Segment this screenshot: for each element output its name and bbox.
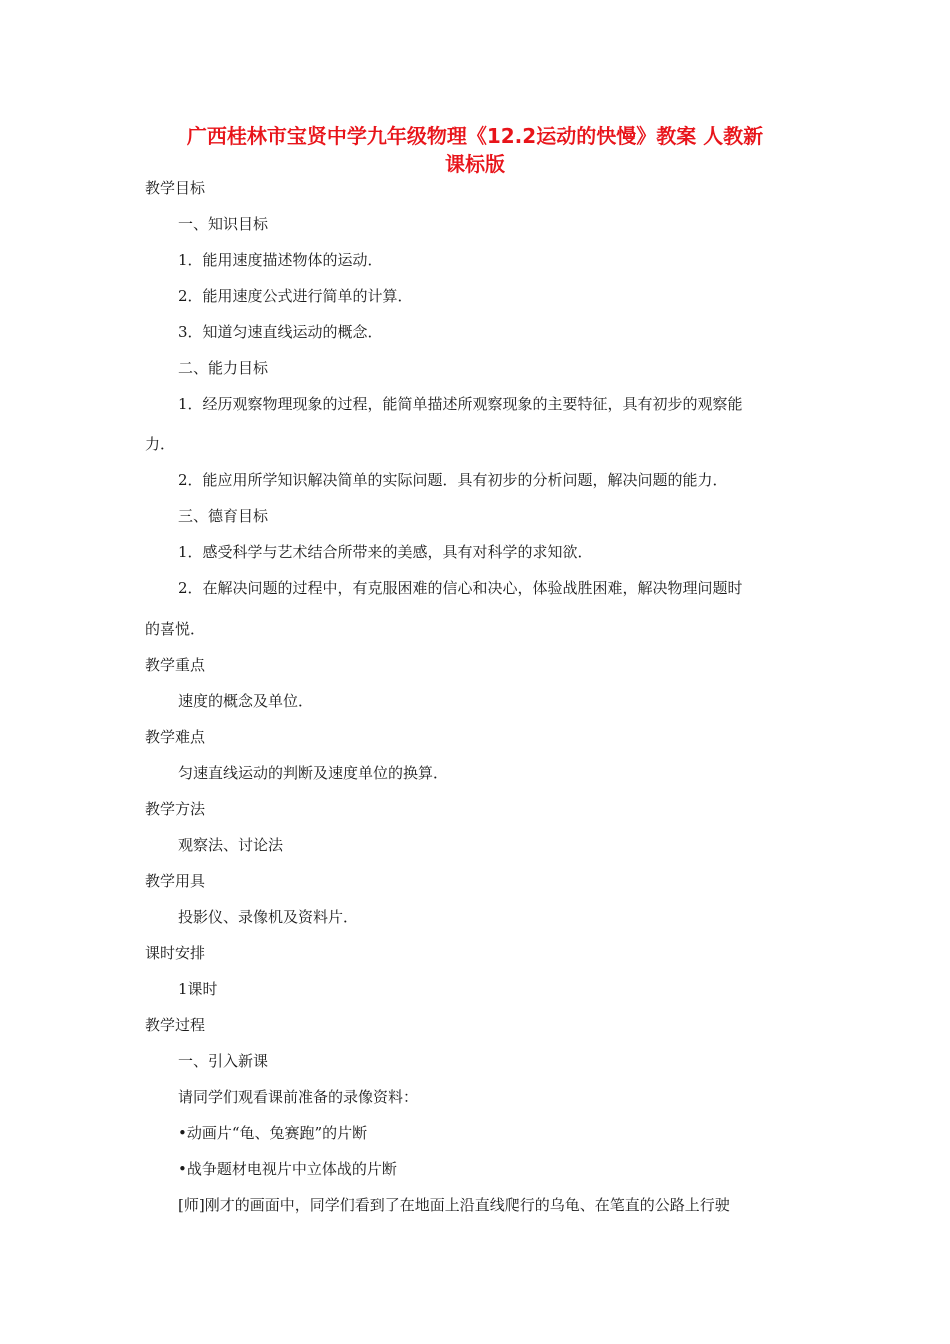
- body-line: [师]刚才的画面中，同学们看到了在地面上沿直线爬行的乌龟、在笔直的公路上行驶: [178, 1196, 730, 1214]
- bullet-item: •战争题材电视片中立体战的片断: [178, 1160, 397, 1178]
- body-line: 匀速直线运动的判断及速度单位的换算．: [178, 764, 449, 782]
- body-line: 请同学们观看课前准备的录像资料：: [178, 1088, 419, 1106]
- section-heading-schedule: 课时安排: [145, 944, 206, 962]
- section-heading-process: 教学过程: [145, 1016, 206, 1034]
- body-line: 1课时: [178, 980, 218, 998]
- body-line: 2．在解决问题的过程中，有克服困难的信心和决心，体验战胜困难，解决物理问题时: [178, 579, 743, 597]
- body-line: 3．知道匀速直线运动的概念．: [178, 323, 383, 341]
- section-heading-methods: 教学方法: [145, 800, 206, 818]
- body-line: 2．能应用所学知识解决简单的实际问题．具有初步的分析问题，解决问题的能力．: [178, 471, 728, 489]
- body-line-continuation: 力．: [145, 435, 176, 453]
- bullet-item: •动画片“龟、兔赛跑”的片断: [178, 1124, 368, 1142]
- document-title-line-2: 课标版: [445, 152, 505, 176]
- section-heading-teaching-goals: 教学目标: [145, 179, 206, 197]
- subheading-moral-goals: 三、德育目标: [178, 507, 269, 525]
- document-title-line-1: 广西桂林市宝贤中学九年级物理《12.2运动的快慢》教案 人教新: [186, 124, 764, 148]
- body-line: 1．经历观察物理现象的过程，能简单描述所观察现象的主要特征，具有初步的观察能: [178, 395, 743, 413]
- body-line: 投影仪、录像机及资料片．: [178, 908, 359, 926]
- body-line: 2．能用速度公式进行简单的计算．: [178, 287, 413, 305]
- body-line: 观察法、讨论法: [178, 836, 284, 854]
- section-heading-key-points: 教学重点: [145, 656, 206, 674]
- subheading-introduction: 一、引入新课: [178, 1052, 269, 1070]
- body-line-continuation: 的喜悦．: [145, 620, 206, 638]
- body-line: 速度的概念及单位．: [178, 692, 314, 710]
- subheading-ability-goals: 二、能力目标: [178, 359, 269, 377]
- subheading-knowledge-goals: 一、知识目标: [178, 215, 269, 233]
- body-line: 1．感受科学与艺术结合所带来的美感，具有对科学的求知欲．: [178, 543, 593, 561]
- section-heading-tools: 教学用具: [145, 872, 206, 890]
- body-line: 1．能用速度描述物体的运动．: [178, 251, 383, 269]
- section-heading-difficulties: 教学难点: [145, 728, 206, 746]
